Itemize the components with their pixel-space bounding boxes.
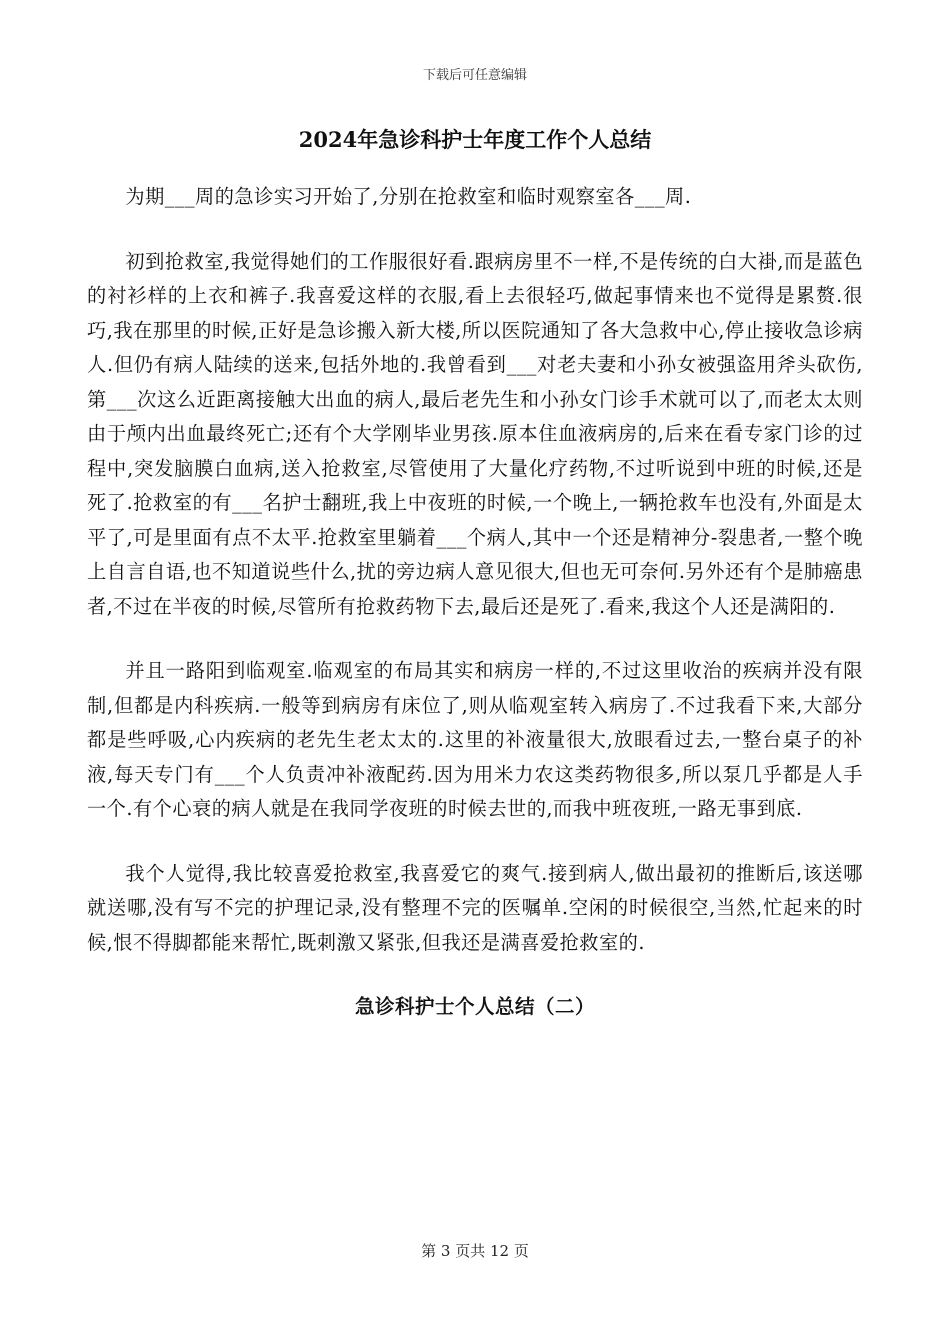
document-body bbox=[87, 150, 863, 1024]
section-heading: 急诊科护士个人总结（二） bbox=[354, 995, 595, 1018]
document-title: 2024年急诊科护士年度工作个人总结 bbox=[298, 127, 652, 152]
page-header-note: 下载后可任意编辑 bbox=[422, 68, 527, 83]
paragraph-observation-room: 并且一路阳到临观室.临观室的布局其实和病房一样的,不过这里收治的疾病并没有限制,但都是内科疾病.一般等到病房有床位了,则从临观室转入病房了.不过我看下来,大部分都是些呼吸,心内疾病的老先生老太太的.这里的补液量很大,放眼看过去,一整台桌子的补液,每天专门有___个人负责冲补液配药.因为用米力农这类药物很多,所以泵几乎都是人手一个.有个心衰的病人就是在我同学夜班的时候去世的,而我中班夜班,一路无事到底. bbox=[87, 659, 863, 820]
page-number: 第 3 页共 12 页 bbox=[421, 1242, 529, 1260]
paragraph-intro: 为期___周的急诊实习开始了,分别在抢救室和临时观察室各___周. bbox=[125, 185, 692, 208]
paragraph-rescue-room: 初到抢救室,我觉得她们的工作服很好看.跟病房里不一样,不是传统的白大褂,而是蓝色的衬衫样的上衣和裤子.我喜爱这样的衣服,看上去很轻巧,做起事情来也不觉得是累赘.很巧,我在那里的时候,正好是急诊搬入新大楼,所以医院通知了各大急救中心,停止接收急诊病人.但仍有病人陆续的送来,包括外地的.我曾看到___对老夫妻和小孙女被强盗用斧头砍伤,第___次这么近距离接触大出血的病人,最后老先生和小孙女门诊手术就可以了,而老太太则由于颅内出血最终死亡;还有个大学刚毕业男孩.原本住血液病房的,后来在看专家门诊的过程中,突发脑膜白血病,送入抢救室,尽管使用了大量化疗药物,不过听说到中班的时候,还是死了.抢救室的有___名护士翻班,我上中夜班的时候,一个晚上,一辆抢救车也没有,外面是太平了,可是里面有点不太平.抢救室里躺着___个病人,其中一个还是精神分-裂患者,一整个晚上自言自语,也不知道说些什么,扰的旁边病人意见很大,但也无可奈何.另外还有个是肺癌患者,不过在半夜的时候,尽管所有抢救药物下去,最后还是死了.看来,我这个人还是满阳的. bbox=[87, 249, 863, 618]
paragraph-conclusion: 我个人觉得,我比较喜爱抢救室,我喜爱它的爽气.接到病人,做出最初的推断后,该送哪就送哪,没有写不完的护理记录,没有整理不完的医嘱单.空闲的时候很空,当然,忙起来的时候,恨不得脚都能来帮忙,既刺激又紧张,但我还是满喜爱抢救室的. bbox=[87, 861, 863, 954]
